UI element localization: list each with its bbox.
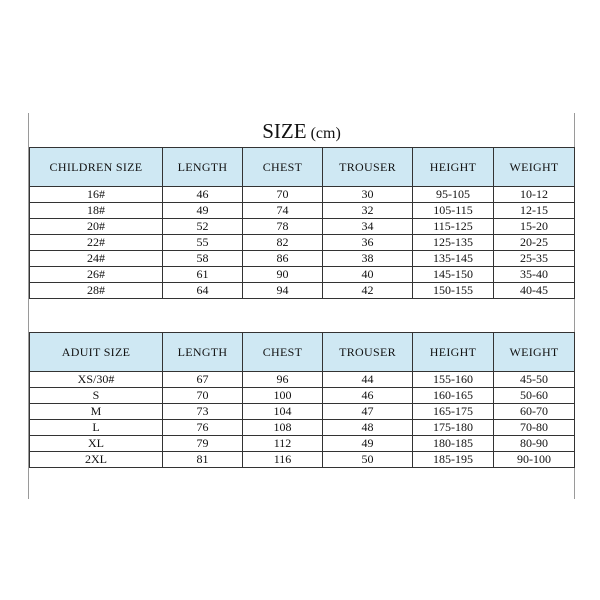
table-cell: XL — [30, 436, 163, 452]
table-cell: 94 — [243, 283, 323, 299]
table-cell: 40 — [323, 267, 413, 283]
header-cell: CHILDREN SIZE — [30, 148, 163, 187]
header-cell: WEIGHT — [494, 148, 575, 187]
table-cell: 35-40 — [494, 267, 575, 283]
table-cell: L — [30, 420, 163, 436]
table-cell: 55 — [163, 235, 243, 251]
table-cell: 42 — [323, 283, 413, 299]
table-cell: 90 — [243, 267, 323, 283]
table-cell: 60-70 — [494, 404, 575, 420]
table-cell: 2XL — [30, 452, 163, 468]
header-cell: ADUIT SIZE — [30, 333, 163, 372]
table-cell: 28# — [30, 283, 163, 299]
table-cell: 64 — [163, 283, 243, 299]
header-cell: HEIGHT — [413, 148, 494, 187]
title-main: SIZE — [262, 119, 307, 143]
table-cell: 47 — [323, 404, 413, 420]
table-row — [30, 267, 575, 283]
table-cell: 185-195 — [413, 452, 494, 468]
table-cell: 52 — [163, 219, 243, 235]
table-row — [30, 219, 575, 235]
table-cell: 95-105 — [413, 187, 494, 203]
header-cell: TROUSER — [323, 148, 413, 187]
table-cell: 50 — [323, 452, 413, 468]
header-cell: CHEST — [243, 148, 323, 187]
table-row — [30, 404, 575, 420]
table-cell: 44 — [323, 372, 413, 388]
table-cell: 12-15 — [494, 203, 575, 219]
table-cell: 135-145 — [413, 251, 494, 267]
table-cell: 48 — [323, 420, 413, 436]
table-cell: 25-35 — [494, 251, 575, 267]
table-row — [30, 203, 575, 219]
table-cell: 45-50 — [494, 372, 575, 388]
table-header-row — [30, 148, 575, 187]
table-cell: 115-125 — [413, 219, 494, 235]
header-cell: HEIGHT — [413, 333, 494, 372]
table-row — [30, 436, 575, 452]
table-cell: 70 — [243, 187, 323, 203]
adult-size-table — [29, 332, 575, 468]
table-cell: 175-180 — [413, 420, 494, 436]
table-cell: 78 — [243, 219, 323, 235]
table-cell: 86 — [243, 251, 323, 267]
children-rows — [30, 187, 575, 299]
table-cell: 81 — [163, 452, 243, 468]
table-cell: 104 — [243, 404, 323, 420]
table-cell: 90-100 — [494, 452, 575, 468]
table-row — [30, 235, 575, 251]
table-cell: 100 — [243, 388, 323, 404]
table-cell: 24# — [30, 251, 163, 267]
table-cell: 74 — [243, 203, 323, 219]
table-cell: 76 — [163, 420, 243, 436]
chart-title — [29, 116, 574, 146]
table-cell: 15-20 — [494, 219, 575, 235]
table-cell: 73 — [163, 404, 243, 420]
table-row — [30, 388, 575, 404]
table-cell: 160-165 — [413, 388, 494, 404]
table-header-row — [30, 333, 575, 372]
table-cell: 180-185 — [413, 436, 494, 452]
table-cell: 150-155 — [413, 283, 494, 299]
adult-rows — [30, 372, 575, 468]
table-cell: 46 — [323, 388, 413, 404]
table-cell: 49 — [323, 436, 413, 452]
table-cell: 155-160 — [413, 372, 494, 388]
table-cell: 18# — [30, 203, 163, 219]
table-cell: M — [30, 404, 163, 420]
table-cell: 16# — [30, 187, 163, 203]
table-row — [30, 452, 575, 468]
table-cell: 10-12 — [494, 187, 575, 203]
table-cell: 22# — [30, 235, 163, 251]
table-cell: 82 — [243, 235, 323, 251]
table-cell: 49 — [163, 203, 243, 219]
table-cell: 40-45 — [494, 283, 575, 299]
table-cell: 38 — [323, 251, 413, 267]
table-row — [30, 187, 575, 203]
table-cell: 145-150 — [413, 267, 494, 283]
table-cell: 125-135 — [413, 235, 494, 251]
table-cell: 50-60 — [494, 388, 575, 404]
table-cell: 70 — [163, 388, 243, 404]
header-cell: CHEST — [243, 333, 323, 372]
table-cell: 20-25 — [494, 235, 575, 251]
table-cell: 165-175 — [413, 404, 494, 420]
size-chart — [28, 113, 575, 499]
table-cell: 61 — [163, 267, 243, 283]
table-cell: 80-90 — [494, 436, 575, 452]
table-cell: 58 — [163, 251, 243, 267]
table-row — [30, 251, 575, 267]
table-cell: 67 — [163, 372, 243, 388]
table-cell: 32 — [323, 203, 413, 219]
table-cell: S — [30, 388, 163, 404]
table-cell: 70-80 — [494, 420, 575, 436]
header-cell: LENGTH — [163, 148, 243, 187]
table-cell: 34 — [323, 219, 413, 235]
table-cell: 96 — [243, 372, 323, 388]
children-size-table — [29, 147, 575, 299]
table-row — [30, 283, 575, 299]
table-cell: 26# — [30, 267, 163, 283]
table-row — [30, 372, 575, 388]
table-cell: 79 — [163, 436, 243, 452]
table-cell: 30 — [323, 187, 413, 203]
table-cell: 116 — [243, 452, 323, 468]
table-cell: 36 — [323, 235, 413, 251]
header-cell: WEIGHT — [494, 333, 575, 372]
header-cell: TROUSER — [323, 333, 413, 372]
table-row — [30, 420, 575, 436]
table-cell: 108 — [243, 420, 323, 436]
header-cell: LENGTH — [163, 333, 243, 372]
title-unit: (cm) — [310, 125, 341, 142]
table-cell: 46 — [163, 187, 243, 203]
table-cell: 112 — [243, 436, 323, 452]
table-cell: 20# — [30, 219, 163, 235]
table-cell: XS/30# — [30, 372, 163, 388]
table-cell: 105-115 — [413, 203, 494, 219]
